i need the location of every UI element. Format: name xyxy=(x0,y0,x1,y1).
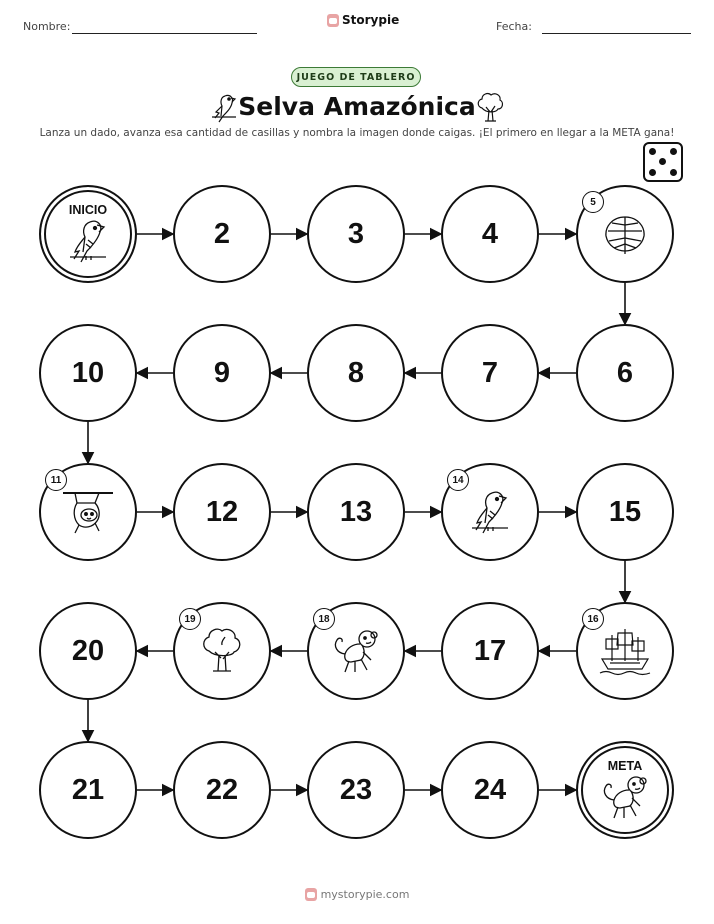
footer xyxy=(0,888,714,901)
footer-url: mystorypie.com xyxy=(320,888,410,901)
start-label: INICIO xyxy=(68,203,108,217)
finish-label: META xyxy=(607,759,643,773)
board-space-16 xyxy=(576,602,674,700)
space-number: 7 xyxy=(481,356,499,389)
board-space-20 xyxy=(39,602,137,700)
space-number: 3 xyxy=(347,217,365,250)
board-space-1 xyxy=(39,185,137,283)
board-space-22 xyxy=(173,741,271,839)
board-space-13 xyxy=(307,463,405,561)
board-space-7 xyxy=(441,324,539,422)
space-number: 4 xyxy=(481,217,499,250)
board-space-23 xyxy=(307,741,405,839)
board-space-5 xyxy=(576,185,674,283)
space-number-badge: 11 xyxy=(45,469,67,491)
board-space-15 xyxy=(576,463,674,561)
space-number: 24 xyxy=(473,773,507,806)
page-title: Selva Amazónica xyxy=(238,92,476,121)
board-space-9 xyxy=(173,324,271,422)
parrot-icon xyxy=(66,216,110,270)
tree-icon xyxy=(199,625,245,681)
monstera-leaf-icon xyxy=(602,213,648,259)
space-number: 21 xyxy=(71,773,105,806)
brand-name: Storypie xyxy=(342,13,400,27)
monkey-icon xyxy=(329,626,383,680)
space-number: 13 xyxy=(339,495,373,528)
board-space-17 xyxy=(441,602,539,700)
board-space-25 xyxy=(576,741,674,839)
space-number: 20 xyxy=(71,634,105,667)
board-space-12 xyxy=(173,463,271,561)
board-space-10 xyxy=(39,324,137,422)
board-space-4 xyxy=(441,185,539,283)
board-space-21 xyxy=(39,741,137,839)
space-number: 6 xyxy=(616,356,634,389)
space-number: 10 xyxy=(71,356,105,389)
space-number-badge: 19 xyxy=(179,608,201,630)
board-space-14 xyxy=(441,463,539,561)
name-label: Nombre: xyxy=(23,20,71,33)
board-space-19 xyxy=(173,602,271,700)
storypie-icon xyxy=(305,888,317,901)
space-number: 23 xyxy=(339,773,373,806)
space-number: 12 xyxy=(205,495,239,528)
space-number-badge: 18 xyxy=(313,608,335,630)
date-label: Fecha: xyxy=(496,20,532,33)
space-number: 2 xyxy=(213,217,231,250)
board-space-18 xyxy=(307,602,405,700)
space-number-badge: 14 xyxy=(447,469,469,491)
board-space-2 xyxy=(173,185,271,283)
board-space-11 xyxy=(39,463,137,561)
space-number: 15 xyxy=(608,495,642,528)
board-space-24 xyxy=(441,741,539,839)
board-space-8 xyxy=(307,324,405,422)
space-number: 17 xyxy=(473,634,507,667)
board-space-6 xyxy=(576,324,674,422)
space-number: 22 xyxy=(205,773,239,806)
ship-icon xyxy=(598,625,652,681)
space-number-badge: 16 xyxy=(582,608,604,630)
space-number: 9 xyxy=(213,356,231,389)
parrot-icon xyxy=(468,487,512,541)
monkey-icon xyxy=(598,772,652,826)
space-number-badge: 5 xyxy=(582,191,604,213)
instructions: Lanza un dado, avanza esa cantidad de casillas y nombra la imagen donde caigas. ¡El primero en llegar a la META gana! xyxy=(39,127,675,139)
board-space-3 xyxy=(307,185,405,283)
space-number: 8 xyxy=(347,356,365,389)
game-type-badge: JUEGO DE TABLERO xyxy=(291,67,421,87)
sloth-icon xyxy=(59,487,117,541)
